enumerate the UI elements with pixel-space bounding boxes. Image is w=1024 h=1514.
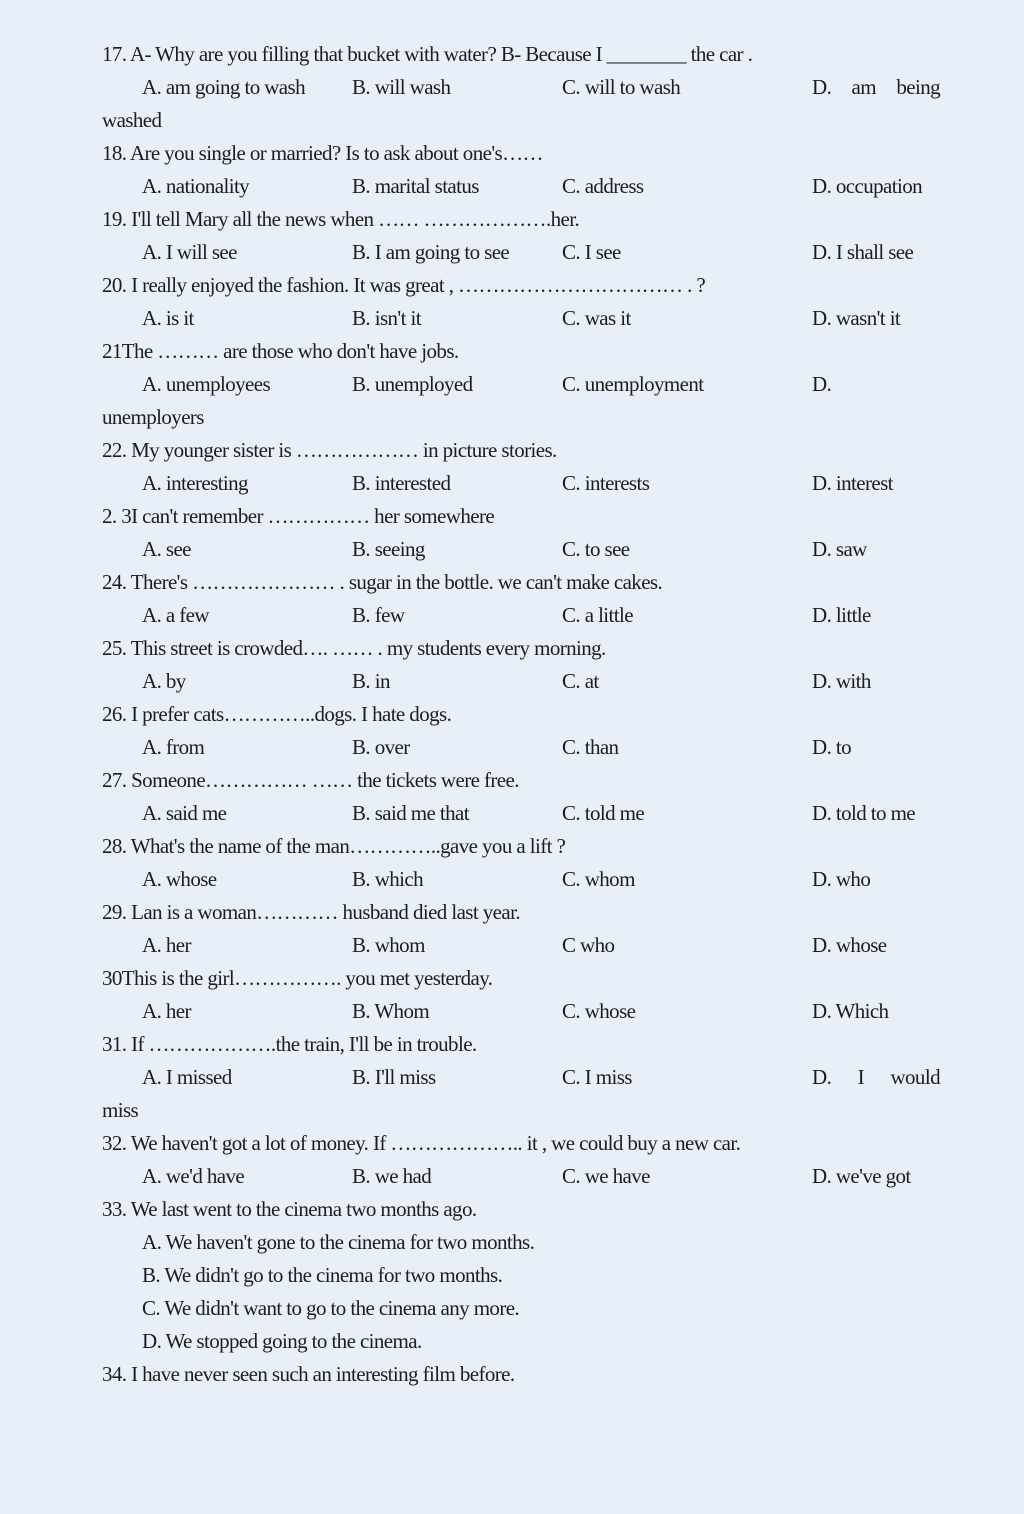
option-a: A. her [142, 999, 191, 1023]
option-a: A. interesting [142, 471, 248, 495]
options-31 [102, 1061, 954, 1094]
option-d: D. with [812, 669, 871, 693]
option-a: A. We haven't gone to the cinema for two months. [142, 1230, 535, 1254]
option-a: A. nationality [142, 174, 250, 198]
option-d-word: being [896, 75, 940, 99]
option-d: D. we've got [812, 1164, 911, 1188]
option-d-letter: D. [812, 1065, 832, 1089]
question-24: 24. There's ………………… . sugar in the bottle. we can't make cakes. [102, 570, 663, 594]
option-c: C. We didn't want to go to the cinema any more. [142, 1296, 520, 1320]
options-21 [102, 368, 954, 401]
option-d: D. Which [812, 999, 889, 1023]
options-24 [102, 599, 954, 632]
options-22 [102, 467, 954, 500]
option-a: A. her [142, 933, 191, 957]
option-d: D. [812, 372, 832, 396]
option-d-letter: D. [812, 75, 832, 99]
option-d: D. I shall see [812, 240, 914, 264]
question-22: 22. My younger sister is ……………… in picture stories. [102, 438, 557, 462]
question-19: 19. I'll tell Mary all the news when …… ……………….her. [102, 207, 580, 231]
option-b: B. whom [352, 933, 425, 957]
option-a: A. from [142, 735, 205, 759]
option-c: C. was it [562, 306, 631, 330]
option-b: B. I'll miss [352, 1065, 436, 1089]
option-d [812, 71, 940, 104]
option-d: D. We stopped going to the cinema. [142, 1329, 422, 1353]
question-34: 34. I have never seen such an interesting film before. [102, 1362, 515, 1386]
question-23: 2. 3I can't remember …………… her somewhere [102, 504, 495, 528]
option-d: D. wasn't it [812, 306, 901, 330]
option-c: C. interests [562, 471, 650, 495]
options-32 [102, 1160, 954, 1193]
option-d-word: I [857, 1065, 865, 1089]
option-b: B. few [352, 603, 405, 627]
options-18 [102, 170, 954, 203]
option-b: B. interested [352, 471, 451, 495]
option-a: A. a few [142, 603, 209, 627]
option-a: A. I will see [142, 240, 237, 264]
question-20: 20. I really enjoyed the fashion. It was great , …………………………… . ? [102, 273, 706, 297]
option-a: A. whose [142, 867, 217, 891]
option-d: D. who [812, 867, 871, 891]
option-a: A. see [142, 537, 191, 561]
options-23 [102, 533, 954, 566]
option-a: A. said me [142, 801, 227, 825]
option-b: B. unemployed [352, 372, 473, 396]
option-d: D. saw [812, 537, 867, 561]
option-c: C. told me [562, 801, 645, 825]
option-c: C. we have [562, 1164, 650, 1188]
option-b: B. seeing [352, 537, 425, 561]
option-c: C. address [562, 174, 644, 198]
option-b: B. said me that [352, 801, 469, 825]
options-29 [102, 929, 954, 962]
option-c: C. to see [562, 537, 630, 561]
question-25: 25. This street is crowded…. …… . my students every morning. [102, 636, 606, 660]
option-b: B. over [352, 735, 410, 759]
option-b: B. will wash [352, 75, 451, 99]
option-a: A. am going to wash [142, 75, 305, 99]
option-b: B. marital status [352, 174, 479, 198]
option-c: C. I miss [562, 1065, 632, 1089]
question-28: 28. What's the name of the man…………..gave you a lift ? [102, 834, 566, 858]
option-d-word: would [890, 1065, 940, 1089]
option-d: D. told to me [812, 801, 916, 825]
option-b: B. isn't it [352, 306, 421, 330]
option-d: D. to [812, 735, 852, 759]
option-d: D. interest [812, 471, 893, 495]
option-c: C. a little [562, 603, 633, 627]
option-c: C. whom [562, 867, 635, 891]
option-b: B. in [352, 669, 390, 693]
option-d [812, 1061, 940, 1094]
option-d: D. whose [812, 933, 887, 957]
question-33: 33. We last went to the cinema two months ago. [102, 1197, 477, 1221]
question-26: 26. I prefer cats…………..dogs. I hate dogs. [102, 702, 452, 726]
question-17 [102, 38, 954, 71]
options-30 [102, 995, 954, 1028]
option-a: A. we'd have [142, 1164, 245, 1188]
option-b: B. we had [352, 1164, 432, 1188]
option-b: B. I am going to see [352, 240, 510, 264]
option-c: C. will to wash [562, 75, 681, 99]
option-a: A. is it [142, 306, 194, 330]
options-25 [102, 665, 954, 698]
options-19 [102, 236, 954, 269]
option-c: C. at [562, 669, 599, 693]
question-27: 27. Someone…………… …… the tickets were free. [102, 768, 519, 792]
option-b: B. Whom [352, 999, 430, 1023]
option-d: D. little [812, 603, 871, 627]
options-27 [102, 797, 954, 830]
option-a: A. I missed [142, 1065, 232, 1089]
option-c: C. I see [562, 240, 621, 264]
question-stem: 17. A- Why are you filling that bucket with water? B- Because I [102, 42, 603, 66]
options-17 [102, 71, 954, 104]
answer-blank: ________ [606, 42, 686, 66]
question-31: 31. If ……………….the train, I'll be in trouble. [102, 1032, 477, 1056]
options-26 [102, 731, 954, 764]
question-30: 30This is the girl……………. you met yesterday. [102, 966, 493, 990]
option-b: B. We didn't go to the cinema for two months. [142, 1263, 503, 1287]
option-b: B. which [352, 867, 424, 891]
option-d-wrapped: washed [102, 108, 162, 132]
option-c: C. than [562, 735, 619, 759]
question-32: 32. We haven't got a lot of money. If ……………….. it , we could buy a new car. [102, 1131, 741, 1155]
option-a: A. by [142, 669, 186, 693]
question-stem-tail: the car . [690, 42, 753, 66]
question-18: 18. Are you single or married? Is to ask about one's…… [102, 141, 543, 165]
option-d-wrapped: unemployers [102, 405, 204, 429]
option-c: C. unemployment [562, 372, 704, 396]
option-d-word: am [851, 75, 877, 99]
option-c: C. whose [562, 999, 636, 1023]
question-21: 21The ……… are those who don't have jobs. [102, 339, 459, 363]
option-a: A. unemployees [142, 372, 271, 396]
option-c: C who [562, 933, 615, 957]
option-d: D. occupation [812, 174, 922, 198]
question-29: 29. Lan is a woman………… husband died last year. [102, 900, 520, 924]
options-20 [102, 302, 954, 335]
options-28 [102, 863, 954, 896]
option-d-wrapped: miss [102, 1098, 139, 1122]
